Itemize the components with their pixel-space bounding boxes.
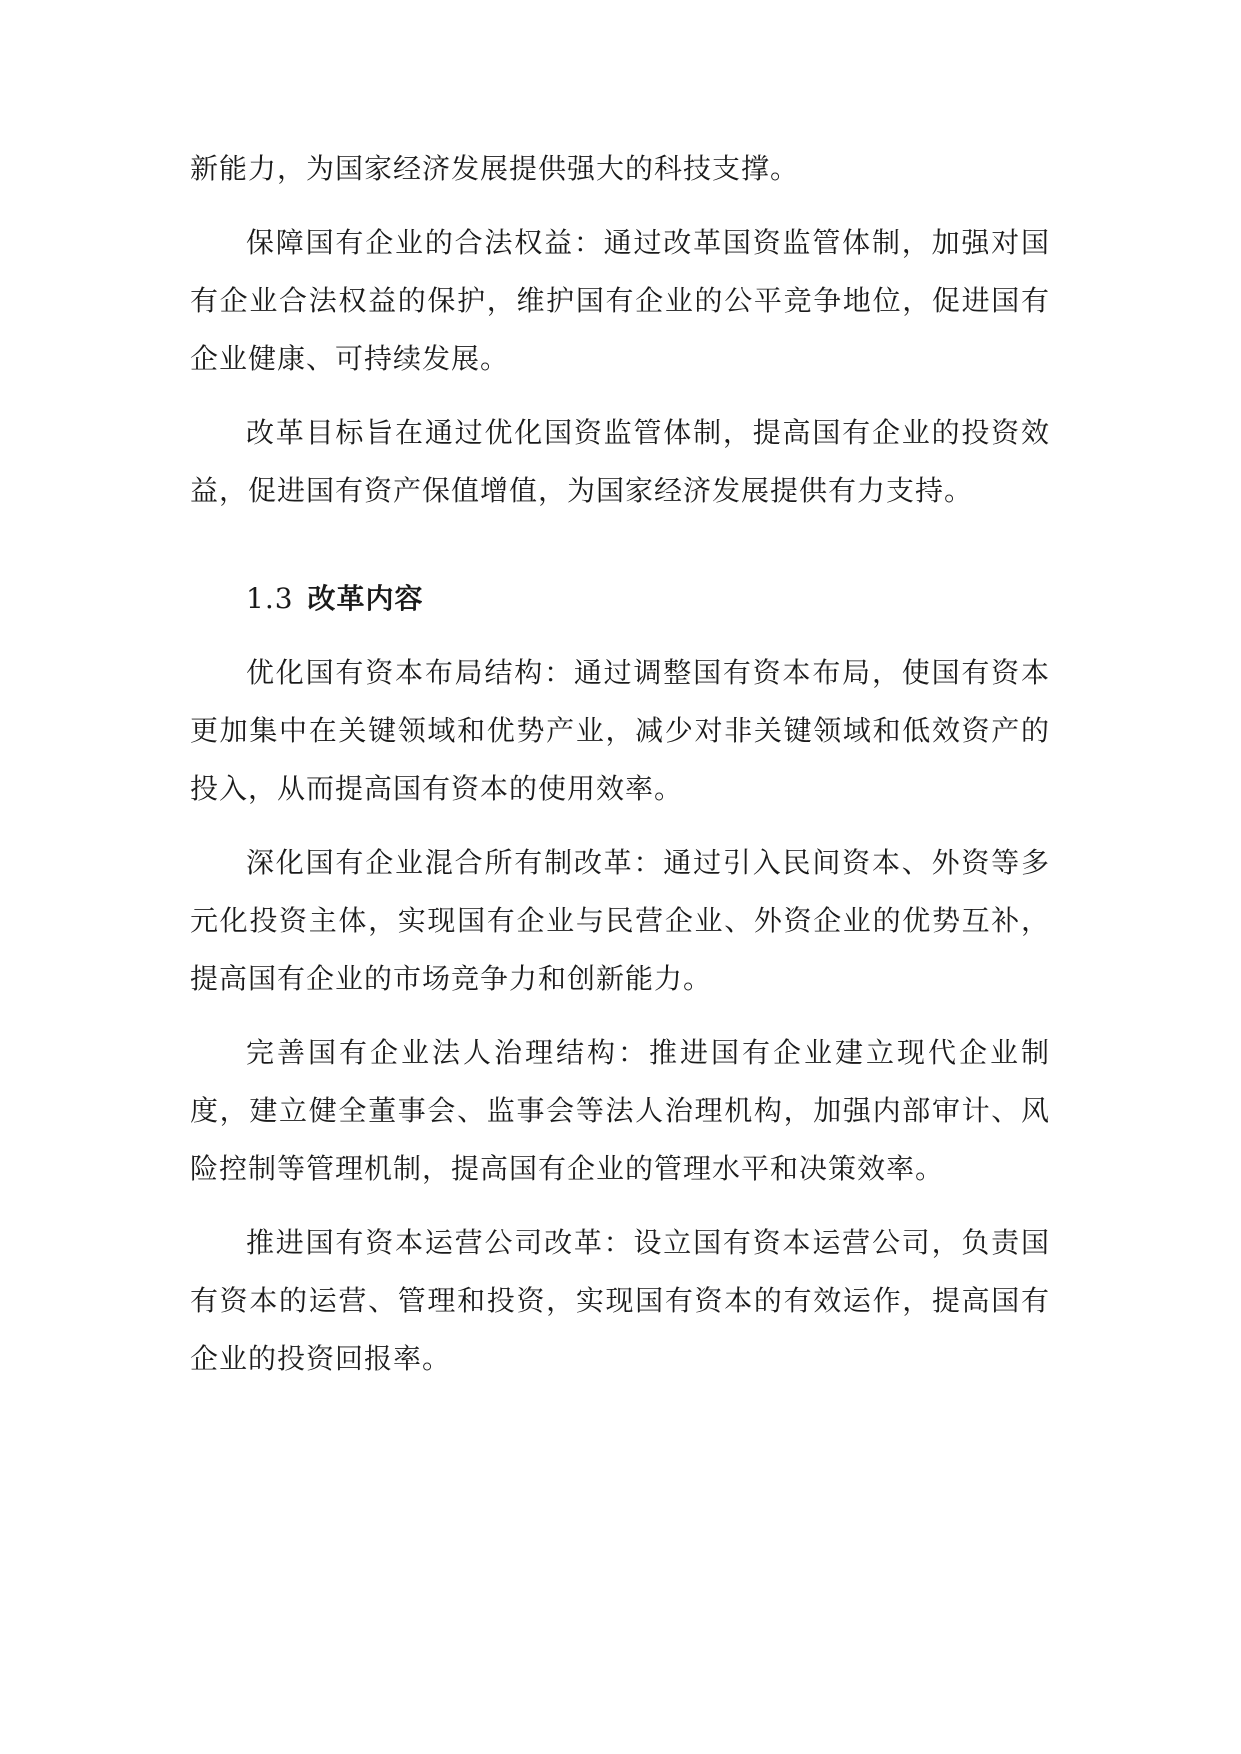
paragraph-corporate-governance: 完善国有企业法人治理结构：推进国有企业建立现代企业制度，建立健全董事会、监事会等法人治理机构，加强内部审计、风险控制等管理机制，提高国有企业的管理水平和决策效率。 <box>190 1036 1050 1185</box>
paragraph-reform-goal-summary: 改革目标旨在通过优化国资监管体制，提高国有企业的投资效益，促进国有资产保值增值，为国家经济发展提供有力支持。 <box>190 416 1050 507</box>
paragraph-capital-operation: 推进国有资本运营公司改革：设立国有资本运营公司，负责国有资本的运营、管理和投资，实现国有资本的有效运作，提高国有企业的投资回报率。 <box>190 1226 1050 1375</box>
section-title: 改革内容 <box>307 582 424 615</box>
document-body <box>190 140 1050 1404</box>
paragraph-mixed-ownership: 深化国有企业混合所有制改革：通过引入民间资本、外资等多元化投资主体，实现国有企业与民营企业、外资企业的优势互补，提高国有企业的市场竞争力和创新能力。 <box>190 846 1050 995</box>
section-number: 1.3 <box>246 582 294 615</box>
paragraph-legal-rights: 保障国有企业的合法权益：通过改革国资监管体制，加强对国有企业合法权益的保护，维护国有企业的公平竞争地位，促进国有企业健康、可持续发展。 <box>190 226 1050 375</box>
paragraph-continuation: 新能力，为国家经济发展提供强大的科技支撑。 <box>190 152 800 185</box>
section-heading <box>190 570 1050 628</box>
paragraph-capital-layout: 优化国有资本布局结构：通过调整国有资本布局，使国有资本更加集中在关键领域和优势产业，减少对非关键领域和低效资产的投入，从而提高国有资本的使用效率。 <box>190 656 1050 805</box>
